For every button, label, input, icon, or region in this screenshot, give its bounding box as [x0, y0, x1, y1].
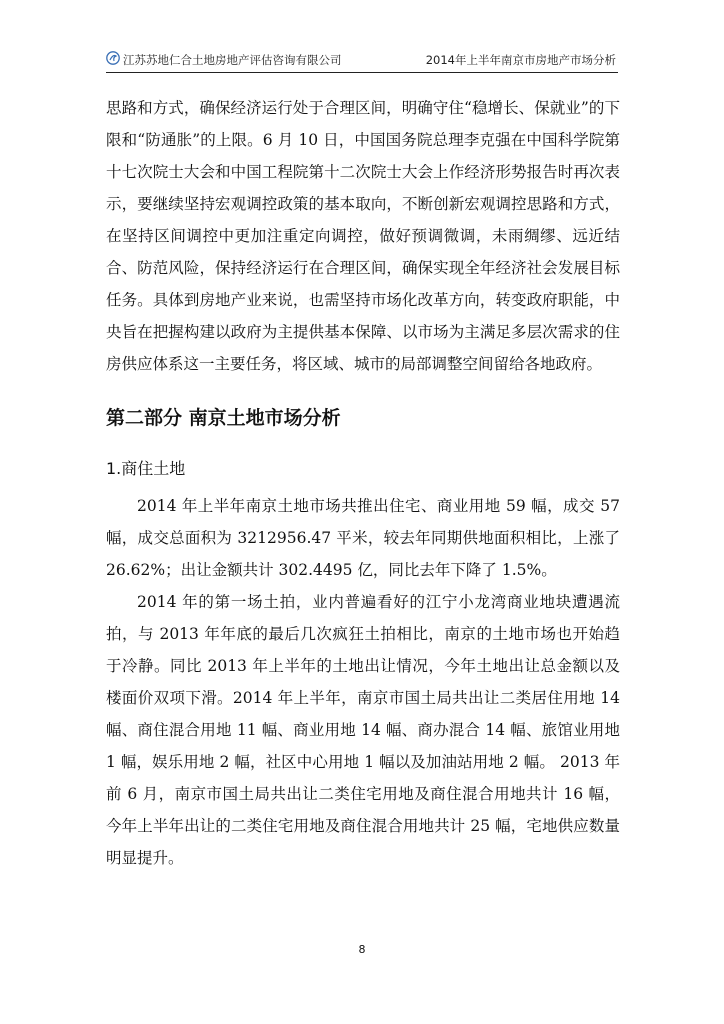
paragraph-land-auction: 2014 年的第一场土拍，业内普遍看好的江宁小龙湾商业地块遭遇流拍，与 2013 年年底的最后几次疯狂土拍相比，南京的土地市场也开始趋于冷静。同比 2013 年上半年的土地出让情况，今年土地出让总金额以及楼面价双项下滑。2014 年上半年，南京市国土局共出让二类居住用地 14 幅、商住混合用地 11 幅、商业用地 14 幅、商办混合 14 幅、旅馆业用地 1 幅，娱乐用地 2 幅，社区中心用地 1 幅以及加油站用地 2 幅。 2013 年前 6 月，南京市国土局共出让二类住宅用地及商住混合用地共计 16 幅，今年上半年出让的二类住宅用地及商住混合用地共计 25 幅，宅地供应数量明显提升。	[106, 593, 620, 867]
page-header	[106, 50, 618, 73]
paragraph-continued: 思路和方式，确保经济运行处于合理区间，明确守住“稳增长、保就业”的下限和“防通胀”的上限。6 月 10 日，中国国务院总理李克强在中国科学院第十七次院士大会和中国工程院第十二次院士大会上作经济形势报告时再次表示，要继续坚持宏观调控政策的基本取向，不断创新宏观调控思路和方式，在坚持区间调控中更加注重定向调控，做好预调微调，未雨绸缪、远近结合、防范风险，保持经济运行在合理区间，确保实现全年经济社会发展目标任务。具体到房地产业来说，也需坚持市场化改革方向，转变政府职能，中央旨在把握构建以政府为主提供基本保障、以市场为主满足多层次需求的住房供应体系这一主要任务，将区域、城市的局部调整空间留给各地政府。	[106, 99, 620, 373]
paragraph-land-supply: 2014 年上半年南京土地市场共推出住宅、商业用地 59 幅，成交 57 幅，成交总面积为 3212956.47 平米，较去年同期供地面积相比，上涨了 26.62%；出让金额共计 302.4495 亿，同比去年下降了 1.5%。	[106, 497, 620, 579]
subsection-heading: 1.商住土地	[106, 459, 186, 478]
report-title: 2014年上半年南京市房地产市场分析	[425, 53, 616, 67]
page-number: 8	[358, 943, 366, 956]
page-content	[106, 92, 620, 874]
company-name: 江苏苏地仁合土地房地产评估咨询有限公司	[123, 53, 342, 67]
company-logo-icon	[106, 51, 120, 65]
section-heading: 第二部分 南京土地市场分析	[106, 407, 341, 429]
